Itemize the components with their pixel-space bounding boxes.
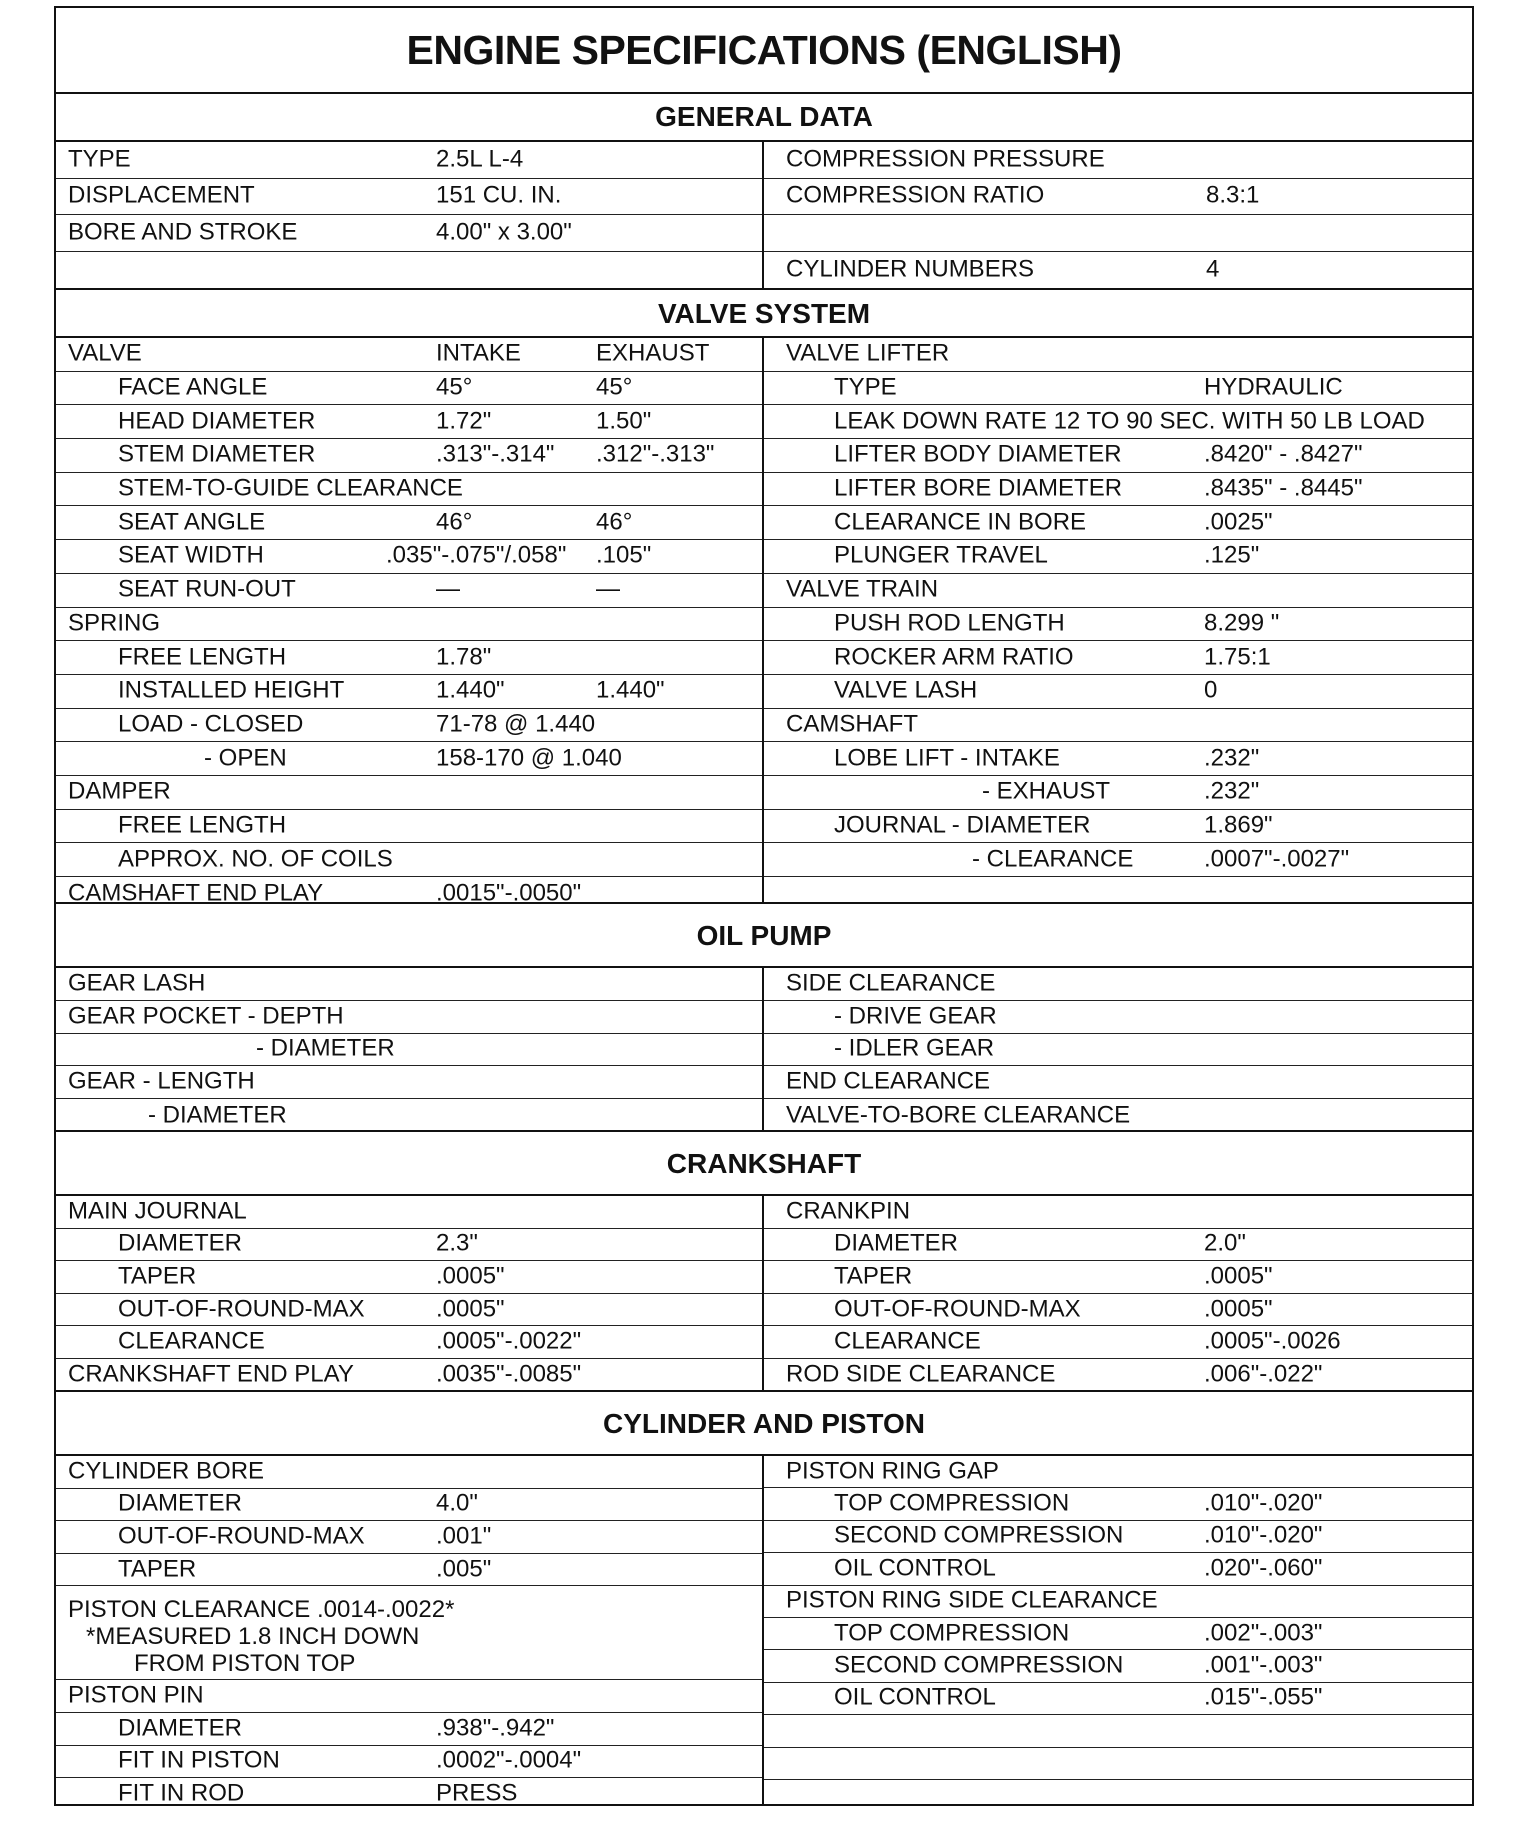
spec-label: SEAT ANGLE — [118, 508, 266, 536]
spec-row — [764, 1229, 1472, 1262]
section-heading: CYLINDER AND PISTON — [56, 1392, 1472, 1456]
spec-label: LIFTER BORE DIAMETER — [834, 474, 1123, 502]
exhaust-value: 46° — [596, 508, 633, 536]
spec-label: GEAR POCKET - DEPTH — [68, 1002, 344, 1030]
spec-label: - DIAMETER — [148, 1101, 287, 1129]
spec-label: CAMSHAFT END PLAY — [68, 879, 324, 907]
spec-row — [764, 252, 1472, 289]
spec-row — [56, 742, 762, 776]
spec-row — [56, 1359, 762, 1392]
spec-label: LOAD - CLOSED — [118, 710, 304, 738]
spec-row — [764, 439, 1472, 473]
intake-value: 1.78" — [436, 642, 492, 670]
spec-row — [56, 179, 762, 216]
spec-row — [56, 1294, 762, 1327]
spec-label: HEAD DIAMETER — [118, 407, 316, 435]
spec-label: APPROX. NO. OF COILS — [118, 845, 393, 873]
spec-value: .232" — [1204, 744, 1260, 772]
note-line: PISTON CLEARANCE .0014-.0022* — [68, 1596, 455, 1624]
spec-row — [56, 439, 762, 473]
note-line: *MEASURED 1.8 INCH DOWN — [86, 1623, 420, 1651]
spec-label: - EXHAUST — [982, 777, 1111, 805]
intake-value: 1.440" — [436, 676, 505, 704]
spec-value: 8.299 " — [1204, 609, 1280, 637]
exhaust-value: — — [596, 575, 620, 603]
spec-label: OUT-OF-ROUND-MAX — [834, 1295, 1081, 1323]
section-heading: GENERAL DATA — [56, 92, 1472, 142]
spec-value: 1.75:1 — [1204, 642, 1271, 670]
spec-label: PISTON PIN — [68, 1681, 204, 1709]
spec-row — [764, 1715, 1472, 1747]
spec-label: - IDLER GEAR — [834, 1034, 995, 1062]
spec-row — [56, 608, 762, 642]
spec-row — [56, 574, 762, 608]
spec-label: TAPER — [118, 1262, 197, 1290]
spec-row — [764, 1748, 1472, 1780]
spec-sheet — [54, 6, 1474, 1806]
spec-value: 2.0" — [1204, 1229, 1246, 1257]
spec-value: 151 CU. IN. — [436, 181, 562, 209]
spec-label: - CLEARANCE — [972, 845, 1134, 873]
spec-value: .010"-.020" — [1204, 1521, 1323, 1549]
cylinder-piston-section — [56, 1392, 1472, 1807]
spec-row — [56, 338, 762, 372]
spec-row — [764, 1618, 1472, 1650]
spec-row — [764, 1553, 1472, 1585]
spec-row — [56, 1196, 762, 1229]
spec-row — [764, 968, 1472, 1001]
intake-value: 46° — [436, 508, 473, 536]
spec-label: SEAT RUN-OUT — [118, 575, 296, 603]
spec-value: .001" — [436, 1522, 492, 1550]
spec-label: MAIN JOURNAL — [68, 1197, 247, 1225]
spec-label: VALVE — [68, 339, 142, 367]
spec-label: PUSH ROD LENGTH — [834, 609, 1065, 637]
spec-value: .010"-.020" — [1204, 1489, 1323, 1517]
spec-value: .0005"-.0022" — [436, 1327, 582, 1355]
spec-label: CRANKPIN — [786, 1197, 911, 1225]
spec-value: 8.3:1 — [1206, 181, 1260, 209]
spec-row — [764, 709, 1472, 743]
spec-row — [56, 1489, 762, 1522]
spec-label: VALVE LIFTER — [786, 339, 950, 367]
spec-label: FACE ANGLE — [118, 373, 268, 401]
exhaust-value: 1.440" — [596, 676, 665, 704]
exhaust-value: EXHAUST — [596, 339, 710, 367]
spec-row — [56, 372, 762, 406]
spec-label: LOBE LIFT - INTAKE — [834, 744, 1060, 772]
exhaust-value: 45° — [596, 373, 633, 401]
spec-row — [764, 405, 1472, 439]
oil-pump-section — [56, 904, 1472, 1132]
spec-label: DIAMETER — [834, 1229, 959, 1257]
spec-label: TAPER — [118, 1555, 197, 1583]
spec-label: VALVE TRAIN — [786, 575, 939, 603]
spec-label: GEAR - LENGTH — [68, 1067, 255, 1095]
spec-row — [764, 372, 1472, 406]
spec-row — [56, 1261, 762, 1294]
spec-label: SPRING — [68, 609, 161, 637]
spec-value: .0005" — [1204, 1262, 1273, 1290]
spec-row — [56, 1713, 762, 1746]
spec-row — [56, 142, 762, 179]
spec-row — [764, 776, 1472, 810]
spec-row — [764, 215, 1472, 252]
spec-row — [764, 1586, 1472, 1618]
spec-row — [56, 1554, 762, 1587]
spec-value: 4.00" x 3.00" — [436, 218, 572, 246]
spec-row — [56, 506, 762, 540]
spec-label: DIAMETER — [118, 1229, 243, 1257]
general-data-section — [56, 92, 1472, 290]
spec-label: OIL CONTROL — [834, 1554, 996, 1582]
spec-label: - DIAMETER — [256, 1034, 395, 1062]
spec-row — [56, 1326, 762, 1359]
spec-label: ROCKER ARM RATIO — [834, 642, 1074, 670]
spec-value: .0007"-.0027" — [1204, 845, 1350, 873]
spec-row — [56, 1746, 762, 1779]
crankshaft-section — [56, 1132, 1472, 1392]
spec-row — [56, 1521, 762, 1554]
spec-label: ROD SIDE CLEARANCE — [786, 1360, 1056, 1388]
spec-label: DISPLACEMENT — [68, 181, 255, 209]
spec-label: SEAT WIDTH — [118, 541, 264, 569]
spec-row — [764, 1066, 1472, 1099]
spec-row — [764, 843, 1472, 877]
spec-row — [764, 1650, 1472, 1682]
spec-label: PISTON RING SIDE CLEARANCE — [786, 1586, 1158, 1614]
spec-label: GEAR LASH — [68, 969, 206, 997]
spec-label: LEAK DOWN RATE 12 TO 90 SEC. WITH 50 LB LOAD — [834, 407, 1425, 435]
spec-label: OUT-OF-ROUND-MAX — [118, 1295, 365, 1323]
spec-label: CYLINDER BORE — [68, 1457, 265, 1485]
intake-value: .0015"-.0050" — [436, 879, 582, 907]
intake-value: 71-78 @ 1.440 — [436, 710, 596, 738]
piston-clearance-note — [56, 1586, 762, 1680]
spec-label: LIFTER BODY DIAMETER — [834, 440, 1122, 468]
intake-value: 1.72" — [436, 407, 492, 435]
spec-label: COMPRESSION PRESSURE — [786, 145, 1105, 173]
spec-row — [764, 1294, 1472, 1327]
intake-value: .313"-.314" — [436, 440, 555, 468]
spec-row — [56, 776, 762, 810]
spec-label: - OPEN — [204, 744, 287, 772]
spec-value: .0005" — [436, 1295, 505, 1323]
spec-value: .0005"-.0026 — [1204, 1327, 1341, 1355]
spec-row — [56, 215, 762, 252]
spec-label: CLEARANCE — [834, 1327, 981, 1355]
spec-label: SECOND COMPRESSION — [834, 1521, 1124, 1549]
spec-row — [764, 473, 1472, 507]
page-title: ENGINE SPECIFICATIONS (ENGLISH) — [56, 8, 1472, 94]
exhaust-value: 1.50" — [596, 407, 652, 435]
spec-label: CLEARANCE IN BORE — [834, 508, 1087, 536]
section-heading: CRANKSHAFT — [56, 1132, 1472, 1196]
spec-row — [764, 608, 1472, 642]
spec-value: .8420" - .8427" — [1204, 440, 1363, 468]
spec-value: .001"-.003" — [1204, 1651, 1323, 1679]
spec-row — [56, 1680, 762, 1713]
intake-value: 45° — [436, 373, 473, 401]
spec-row — [56, 1099, 762, 1132]
spec-label: BORE AND STROKE — [68, 218, 298, 246]
spec-label: PLUNGER TRAVEL — [834, 541, 1048, 569]
spec-row — [764, 338, 1472, 372]
spec-value: 2.3" — [436, 1229, 478, 1257]
spec-row — [56, 968, 762, 1001]
section-heading: VALVE SYSTEM — [56, 290, 1472, 338]
spec-value: .125" — [1204, 541, 1260, 569]
spec-label: TYPE — [68, 145, 131, 173]
spec-value: .0002"-.0004" — [436, 1746, 582, 1774]
spec-row — [764, 641, 1472, 675]
spec-row — [56, 252, 762, 289]
spec-label: CAMSHAFT — [786, 710, 918, 738]
spec-value: .0005" — [1204, 1295, 1273, 1323]
spec-row — [56, 843, 762, 877]
spec-value: .0005" — [436, 1262, 505, 1290]
spec-value: 4 — [1206, 255, 1220, 283]
spec-value: HYDRAULIC — [1204, 373, 1343, 401]
spec-label: FREE LENGTH — [118, 811, 287, 839]
spec-row — [764, 574, 1472, 608]
spec-label: DIAMETER — [118, 1489, 243, 1517]
spec-value: PRESS — [436, 1779, 518, 1807]
valve-system-section — [56, 290, 1472, 907]
spec-label: CLEARANCE — [118, 1327, 265, 1355]
spec-label: CYLINDER NUMBERS — [786, 255, 1035, 283]
intake-value: .035"-.075"/.058" — [386, 541, 567, 569]
exhaust-value: .312"-.313" — [596, 440, 715, 468]
spec-label: STEM-TO-GUIDE CLEARANCE — [118, 474, 463, 502]
spec-row — [56, 1229, 762, 1262]
spec-row — [764, 1456, 1472, 1488]
spec-value: .015"-.055" — [1204, 1683, 1323, 1711]
spec-row — [56, 1778, 762, 1811]
intake-value: — — [436, 575, 460, 603]
spec-row — [764, 1780, 1472, 1812]
spec-label: TOP COMPRESSION — [834, 1619, 1070, 1647]
spec-label: SIDE CLEARANCE — [786, 969, 996, 997]
spec-label: PISTON RING GAP — [786, 1457, 999, 1485]
spec-row — [56, 1001, 762, 1034]
intake-value: INTAKE — [436, 339, 521, 367]
intake-value: 158-170 @ 1.040 — [436, 744, 622, 772]
note-line: FROM PISTON TOP — [134, 1650, 356, 1678]
spec-value: .938"-.942" — [436, 1714, 555, 1742]
spec-row — [56, 1456, 762, 1489]
spec-value: .006"-.022" — [1204, 1360, 1323, 1388]
section-heading: OIL PUMP — [56, 904, 1472, 968]
exhaust-value: .105" — [596, 541, 652, 569]
spec-row — [764, 1359, 1472, 1392]
spec-row — [56, 1066, 762, 1099]
spec-label: OIL CONTROL — [834, 1683, 996, 1711]
spec-label: VALVE-TO-BORE CLEARANCE — [786, 1101, 1131, 1129]
spec-value: .8435" - .8445" — [1204, 474, 1363, 502]
spec-row — [764, 742, 1472, 776]
spec-label: INSTALLED HEIGHT — [118, 676, 345, 704]
spec-row — [56, 675, 762, 709]
spec-row — [764, 142, 1472, 179]
spec-row — [56, 1034, 762, 1067]
spec-label: TOP COMPRESSION — [834, 1489, 1070, 1517]
spec-row — [764, 810, 1472, 844]
spec-row — [764, 1488, 1472, 1520]
spec-row — [764, 1261, 1472, 1294]
spec-row — [56, 810, 762, 844]
spec-value: .0035"-.0085" — [436, 1360, 582, 1388]
spec-label: - DRIVE GEAR — [834, 1002, 997, 1030]
spec-label: VALVE LASH — [834, 676, 978, 704]
spec-label: CRANKSHAFT END PLAY — [68, 1360, 354, 1388]
spec-value: 2.5L L-4 — [436, 145, 524, 173]
spec-value: .0025" — [1204, 508, 1273, 536]
spec-row — [764, 1326, 1472, 1359]
spec-label: DAMPER — [68, 777, 171, 805]
spec-label: OUT-OF-ROUND-MAX — [118, 1522, 365, 1550]
spec-label: TYPE — [834, 373, 897, 401]
spec-row — [764, 1521, 1472, 1553]
spec-label: SECOND COMPRESSION — [834, 1651, 1124, 1679]
spec-label: FREE LENGTH — [118, 642, 287, 670]
spec-row — [56, 540, 762, 574]
spec-row — [56, 405, 762, 439]
spec-label: END CLEARANCE — [786, 1067, 991, 1095]
spec-label: DIAMETER — [118, 1714, 243, 1742]
spec-label: TAPER — [834, 1262, 913, 1290]
spec-value: 1.869" — [1204, 811, 1273, 839]
spec-label: FIT IN ROD — [118, 1779, 245, 1807]
spec-label: STEM DIAMETER — [118, 440, 316, 468]
spec-row — [764, 1034, 1472, 1067]
spec-label: FIT IN PISTON — [118, 1746, 280, 1774]
spec-row — [764, 675, 1472, 709]
spec-row — [764, 1683, 1472, 1715]
spec-row — [764, 540, 1472, 574]
spec-row — [764, 179, 1472, 216]
spec-row — [56, 641, 762, 675]
spec-value: .232" — [1204, 777, 1260, 805]
spec-value: .002"-.003" — [1204, 1619, 1323, 1647]
spec-row — [764, 506, 1472, 540]
spec-value: .020"-.060" — [1204, 1554, 1323, 1582]
spec-label: COMPRESSION RATIO — [786, 181, 1045, 209]
spec-row — [56, 473, 762, 507]
spec-row — [764, 1099, 1472, 1132]
spec-value: 0 — [1204, 676, 1218, 704]
spec-row — [56, 709, 762, 743]
spec-value: 4.0" — [436, 1489, 478, 1517]
spec-row — [764, 1196, 1472, 1229]
spec-value: .005" — [436, 1555, 492, 1583]
spec-label: JOURNAL - DIAMETER — [834, 811, 1091, 839]
spec-row — [764, 1001, 1472, 1034]
